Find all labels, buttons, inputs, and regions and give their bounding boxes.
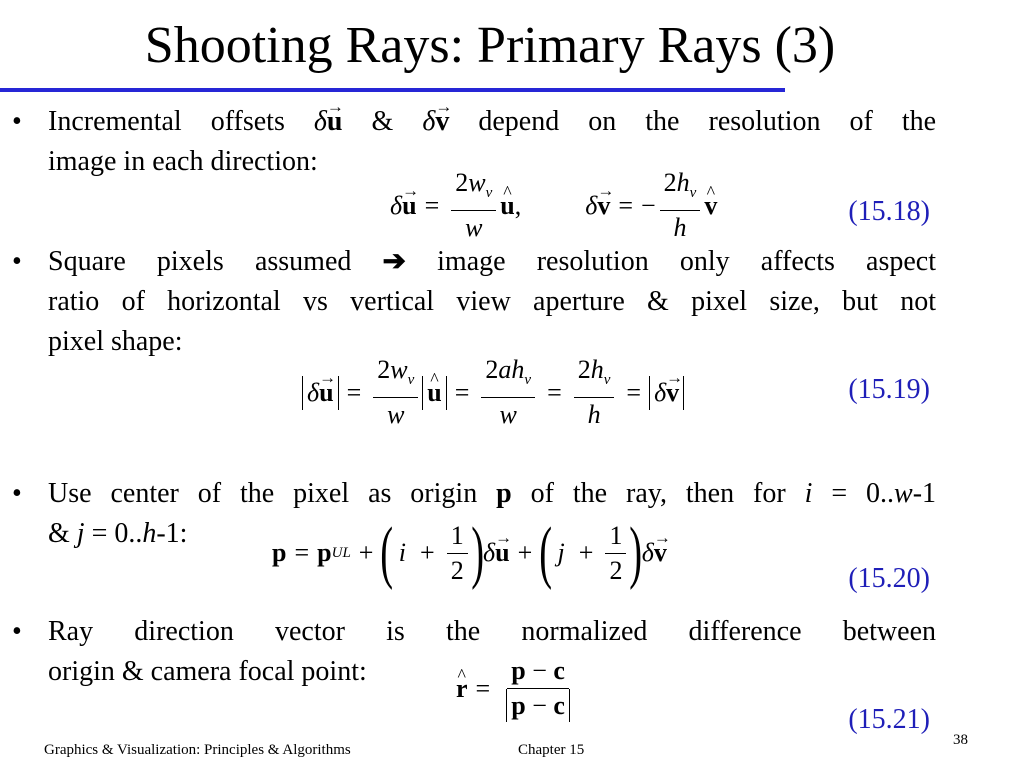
bullet-text-2 bbox=[48, 242, 936, 362]
bullet-1-text-b: depend on the resolution of the bbox=[478, 106, 937, 137]
bullet-3-text-a: Use center of the pixel as origin bbox=[48, 478, 478, 509]
bullet-2-text-a: Square pixels assumed bbox=[48, 246, 352, 277]
bullet-2-line-3: pixel shape: bbox=[48, 326, 183, 357]
bullet-1-amp: & bbox=[371, 106, 394, 137]
bullet-2-line-2: ratio of horizontal vs vertical view aperture & pixel size, but not bbox=[48, 286, 936, 317]
bullet-marker-1: • bbox=[12, 106, 22, 137]
bullet-marker-2: • bbox=[12, 246, 22, 277]
right-arrow-icon: ➔ bbox=[382, 246, 406, 277]
delta-v-inline: δ→ v bbox=[422, 106, 449, 137]
index-range-j: j = 0..h-1: bbox=[76, 518, 188, 549]
bullet-1-text-a: Incremental offsets bbox=[48, 106, 285, 137]
formula-15-20: p = p UL + ( i + $\frac{1}{2}$ ) δ → u + ( j + $\frac{1}{2}$ ) δ → v bbox=[272, 518, 667, 588]
formula-15-19: δ→ u = $\frac{2w_v}{w}$ ^ u = $\frac{2ah_v}{w}$ = $\frac{2h_v}{h}$ = δ→ v bbox=[302, 355, 684, 430]
bullet-marker-3: • bbox=[12, 478, 22, 509]
bullet-1-line-2: image in each direction: bbox=[48, 146, 318, 177]
footer-book-title: Graphics & Visualization: Principles & Algorithms bbox=[44, 742, 351, 758]
delta-u-inline: δ→ u bbox=[314, 106, 343, 137]
equation-number-15-19: (15.19) bbox=[848, 374, 930, 405]
bullet-marker-4: • bbox=[12, 616, 22, 647]
bullet-2-text-b: image resolution only affects aspect bbox=[437, 246, 937, 277]
slide-title: Shooting Rays: Primary Rays (3) bbox=[144, 17, 836, 74]
title-underline bbox=[0, 88, 785, 92]
formula-15-21: ^ r = $\frac{p - c}{p - c}$ bbox=[456, 656, 578, 721]
equation-number-15-18: (15.18) bbox=[848, 196, 930, 227]
bullet-4-line-1: Ray direction vector is the normalized difference between bbox=[48, 616, 936, 647]
page-number: 38 bbox=[953, 732, 968, 748]
formula-15-18: δ → u = $\frac{2w_v}{w}$ ^ u , δ → v = − $\frac{2h_v}{h}$ ^ v bbox=[390, 168, 717, 243]
footer-chapter: Chapter 15 bbox=[518, 742, 585, 758]
bullet-3-amp: & bbox=[48, 518, 70, 549]
equation-number-15-20: (15.20) bbox=[848, 563, 930, 594]
index-range-i: i = 0..w-1 bbox=[804, 478, 937, 509]
equation-number-15-21: (15.21) bbox=[848, 704, 930, 735]
bullet-3-text-b: of the ray, then for bbox=[530, 478, 786, 509]
bullet-4-line-2: origin & camera focal point: bbox=[48, 656, 367, 687]
origin-p-symbol: p bbox=[496, 478, 512, 509]
